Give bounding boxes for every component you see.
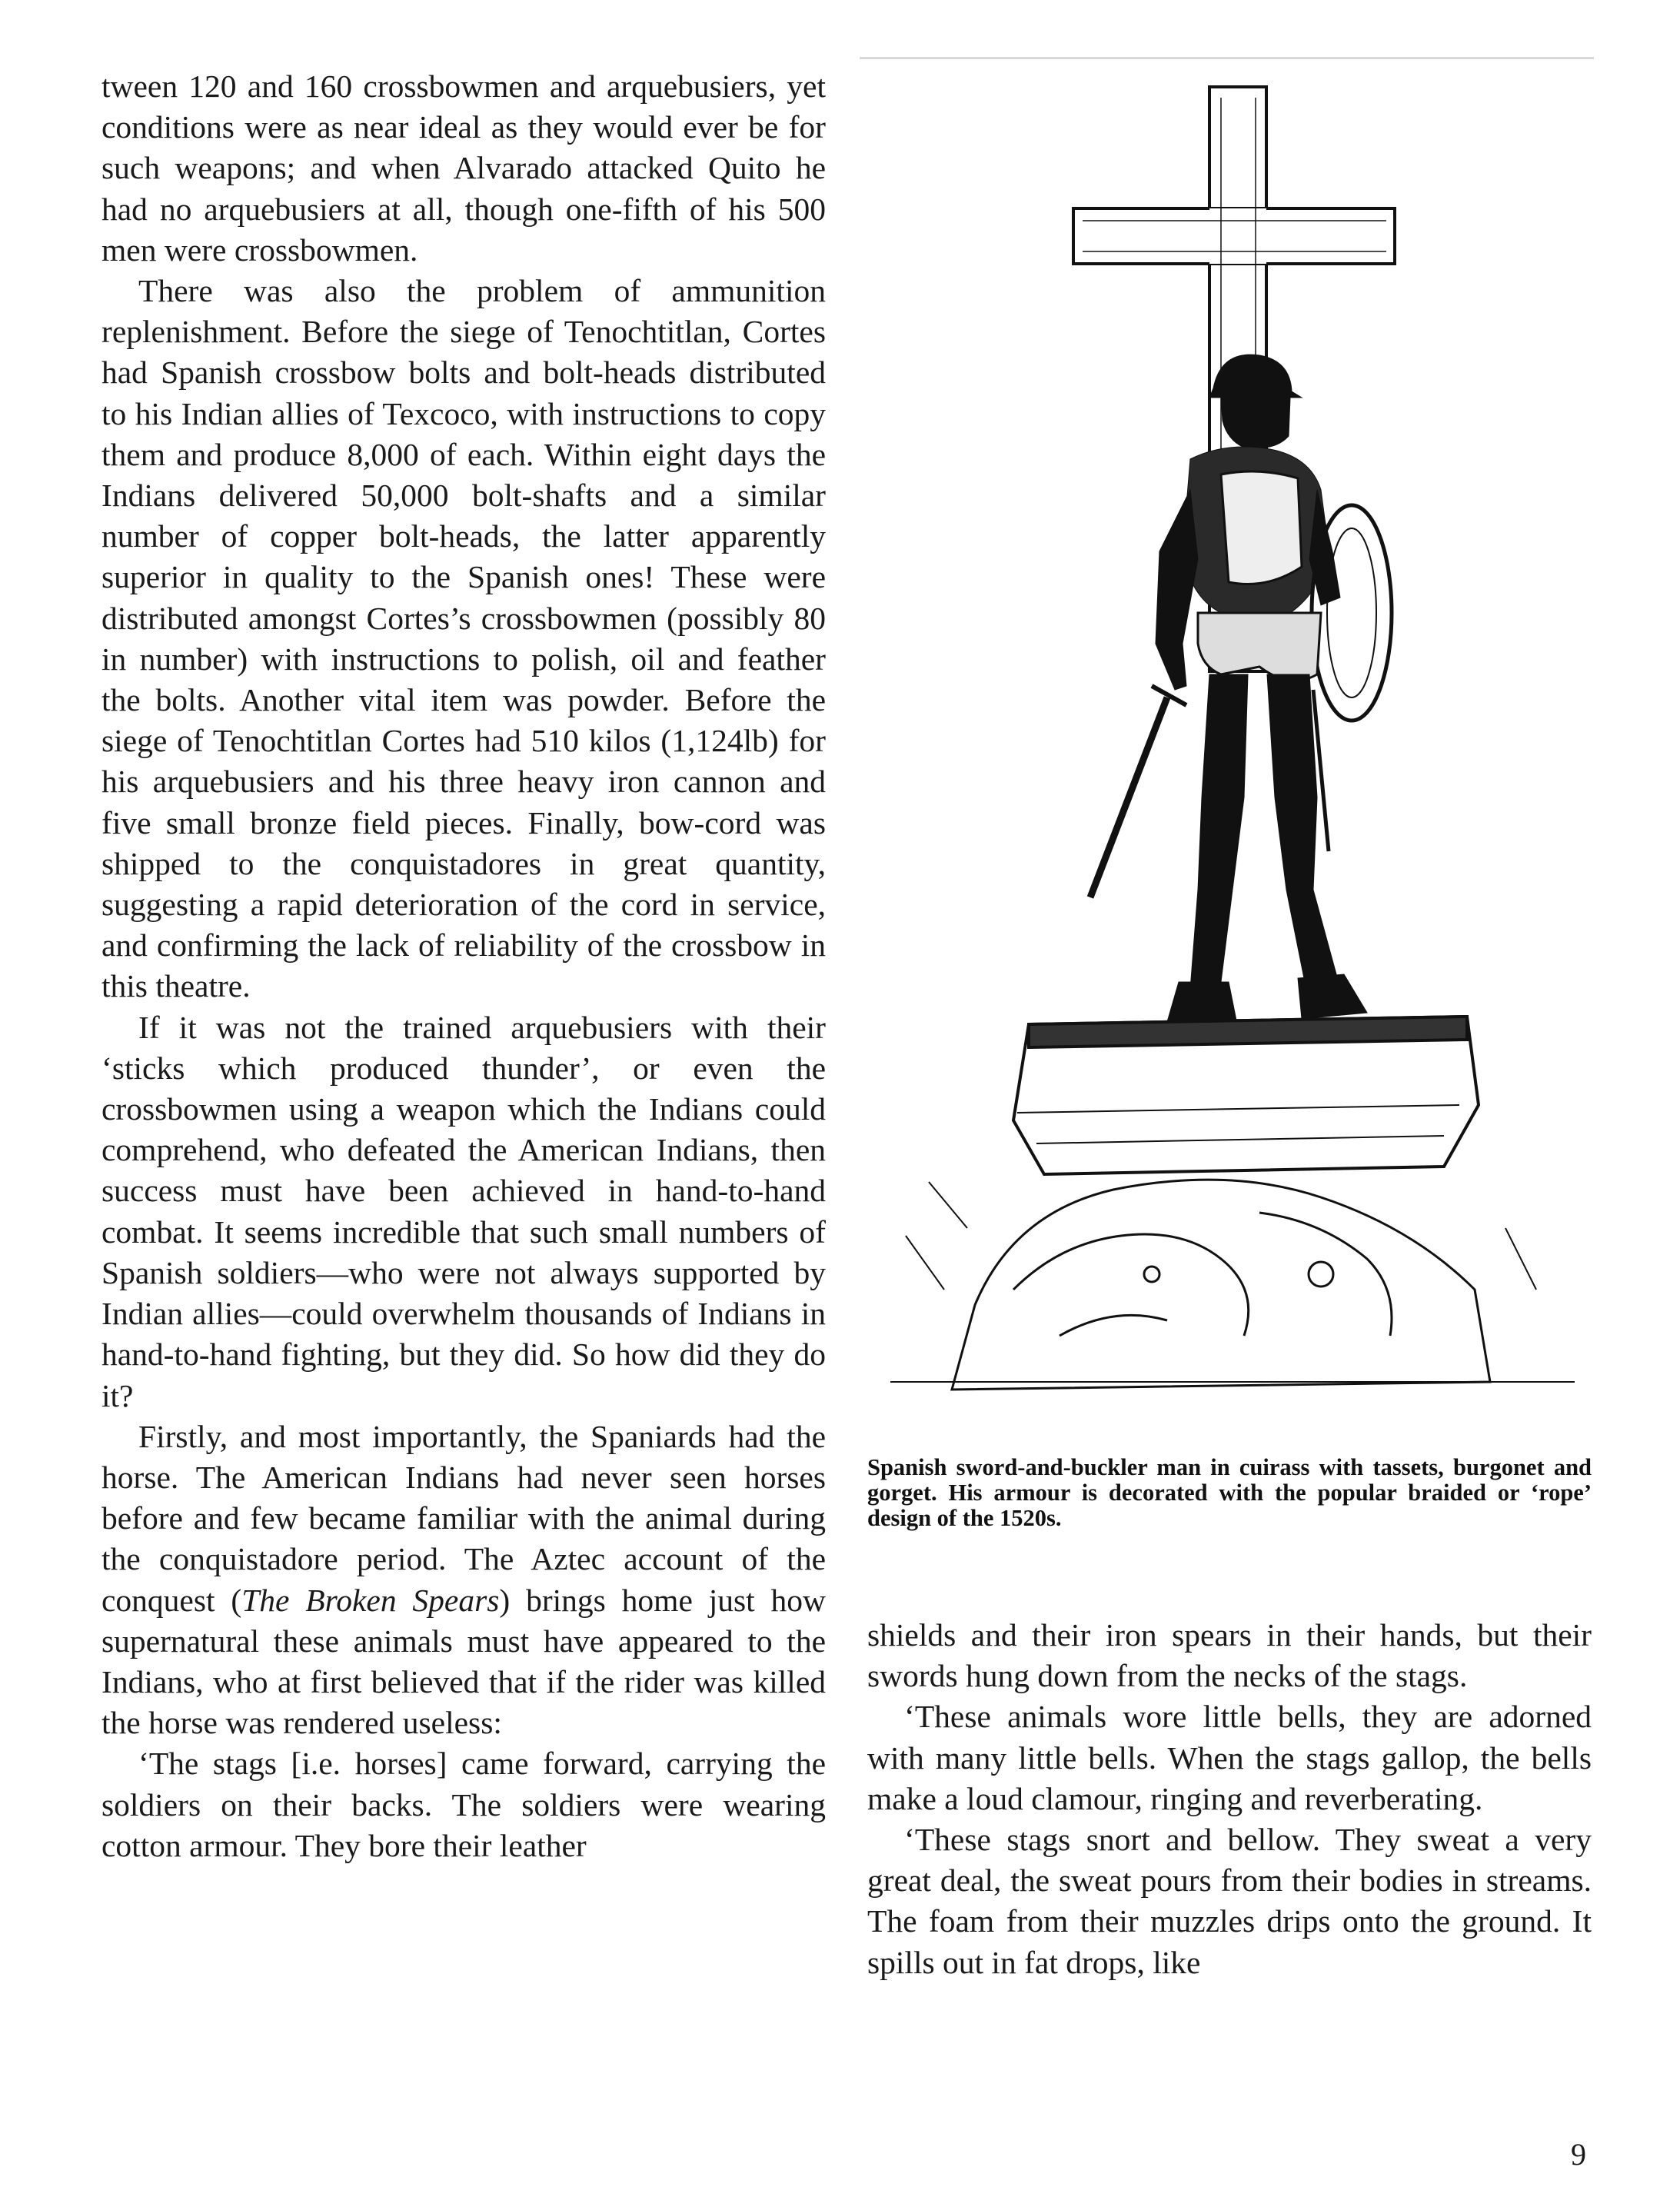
paragraph: ‘The stags [i.e. horses] came forward, carrying the soldiers on their backs. The soldiers were wearing cotton armour. They bore their leather xyxy=(101,1746,826,1863)
paragraph: There was also the problem of ammunition replenishment. Before the siege of Tenochtitlan, Cortes had Spanish crossbow bolts and bolt-heads distributed to his Indian allies of Texcoco, with instructions to copy them and produce 8,000 of each. Within eight days the Indians delivered 50,000 bolt-shafts and a similar number of copper bolt-heads, the latter apparently superior in quality to the Spanish ones! These were distributed amongst Cortes’s crossbowmen (possibly 80 in number) with instructions to polish, oil and feather the bolts. Another vital item was powder. Before the siege of Tenochtitlan Cortes had 510 kilos (1,124lb) for his arquebusiers and his three heavy iron cannon and five small bronze field pieces. Finally, bow-cord was shipped to the conquistadores in great quantity, suggesting a rapid deterioration of the cord in service, and confirming the lack of reliability of the crossbow in this theatre. xyxy=(101,273,826,1004)
paragraph-text: ) brings home just how supernatural these animals must have appeared to the Indians, who at first believed that if the rider was killed the horse was rendered useless: xyxy=(101,1582,826,1741)
paragraph: shields and their iron spears in their hands, but their swords hung down from the necks of the stags. xyxy=(867,1617,1592,1694)
paragraph: ‘These stags snort and bellow. They sweat a very great deal, the sweat pours from their bodies in streams. The foam from their muzzles drips onto the ground. It spills out in fat drops, like xyxy=(867,1822,1592,1980)
paragraph xyxy=(101,1416,826,1744)
paragraph: ‘These animals wore little bells, they are adorned with many little bells. When the stags gallop, the bells make a loud clamour, ringing and reverberating. xyxy=(867,1699,1592,1816)
book-title: The Broken Spears xyxy=(241,1582,500,1618)
paragraph: tween 120 and 160 crossbowmen and arquebusiers, yet conditions were as near ideal as they would ever be for such weapons; and when Alvarado attacked Quito he had no arquebusiers at all, though one-fifth of his 500 men were crossbowmen. xyxy=(101,68,826,268)
left-text-column xyxy=(101,66,826,1866)
page-number: 9 xyxy=(1571,2137,1586,2172)
conquistador-illustration xyxy=(860,57,1594,1410)
right-text-column xyxy=(867,1615,1592,1983)
paragraph: If it was not the trained arquebusiers with their ‘sticks which produced thunder’, or even the crossbowmen using a weapon which the Indians could comprehend, who defeated the American Indians, then success must have been achieved in hand-to-hand combat. It seems incredible that such small numbers of Spanish soldiers—who were not always supported by Indian allies—could overwhelm thousands of Indians in hand-to-hand fighting, but they did. So how did they do it? xyxy=(101,1009,826,1413)
figure-caption: Spanish sword-and-buckler man in cuirass with tassets, burgonet and gorget. His armour is decorated with the popular braided or ‘rope’ design of the 1520s. xyxy=(867,1454,1592,1531)
paragraph-text: Firstly, and most importantly, the Spaniards had the horse. The American Indians had never seen horses before and few became familiar with the animal during the conquistadore period. The Aztec account of the conquest ( xyxy=(101,1418,826,1618)
soldier-drawing-icon xyxy=(860,59,1594,1410)
